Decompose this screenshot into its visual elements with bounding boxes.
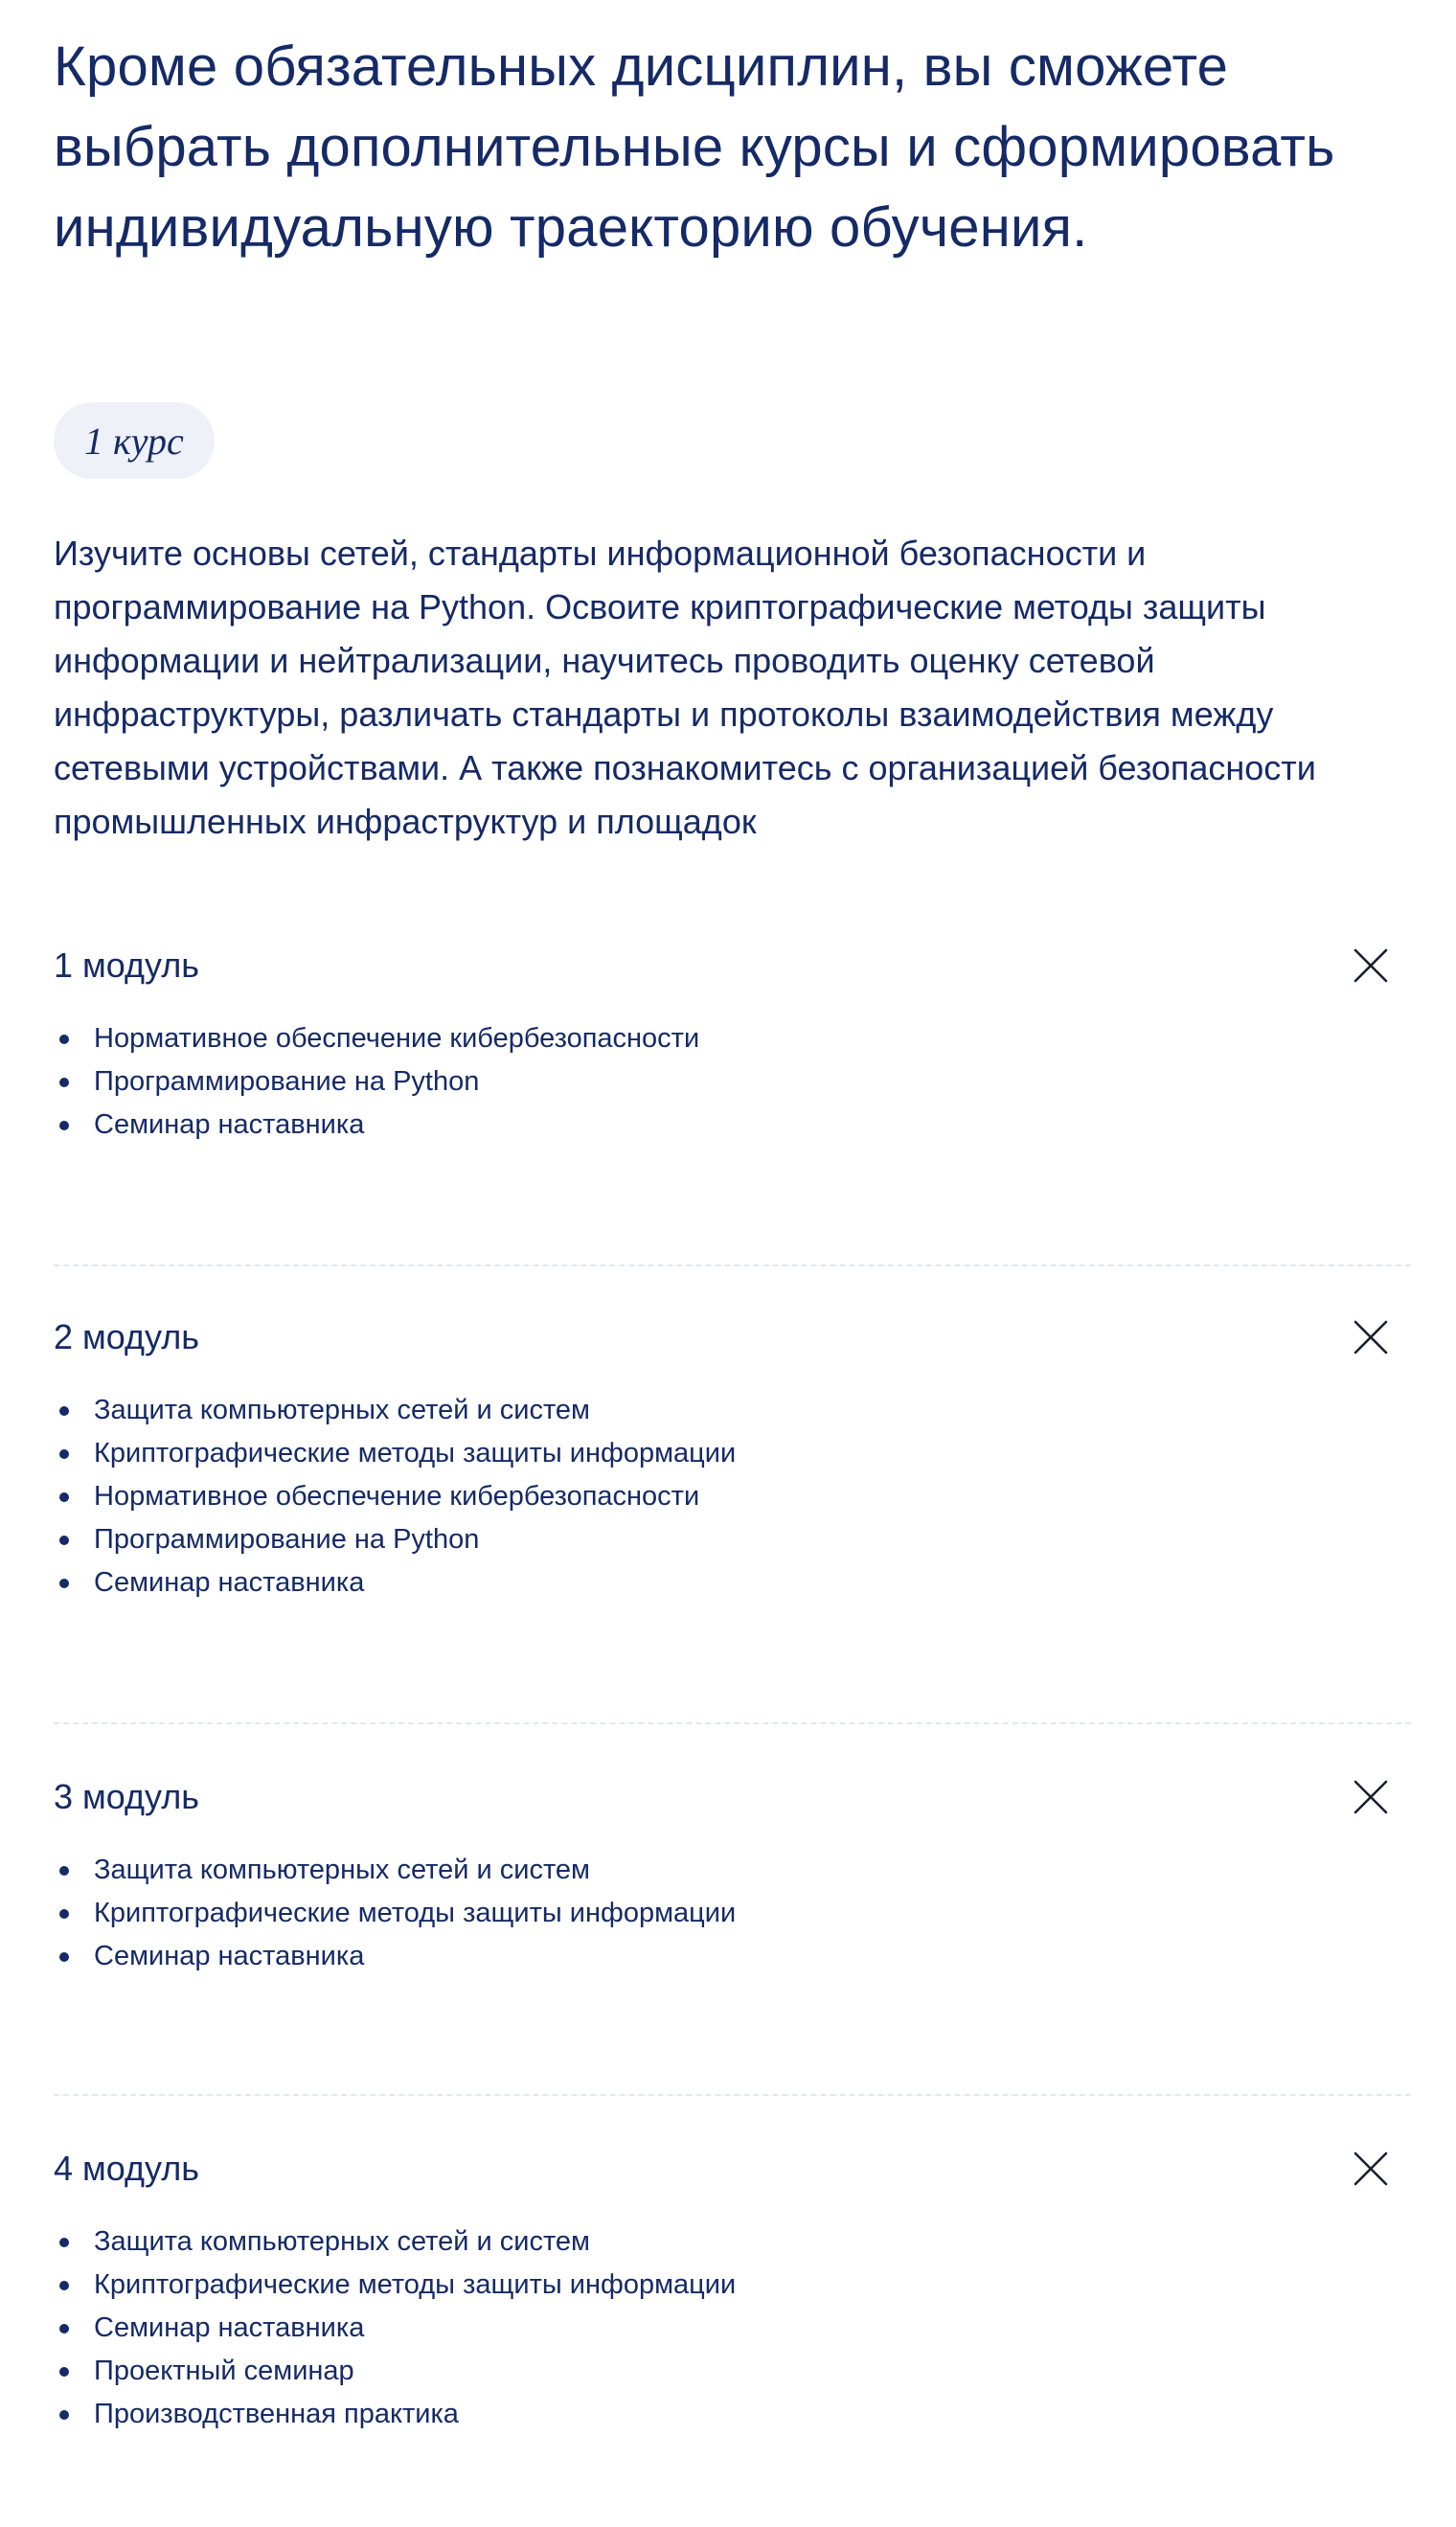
- course-description: Изучите основы сетей, стандарты информационной безопасности и программирование на Python. Освоите криптографические методы защиты информации и нейтрализации, научитесь проводить оценку сетевой инфраструктуры, различать стандарты и протоколы взаимодействия между сетевыми устройствами. А также познакомитесь с организацией безопасности промышленных инфраструктур и площадок: [54, 534, 1316, 841]
- list-item: [54, 1017, 1411, 1060]
- list-item-label: Защита компьютерных сетей и систем: [94, 1855, 590, 1885]
- bullet-icon: [59, 1536, 69, 1545]
- module-4: [54, 2134, 1411, 2436]
- module-item-list: [54, 2220, 1411, 2436]
- bullet-icon: [59, 1492, 69, 1502]
- close-icon[interactable]: [1350, 1316, 1392, 1358]
- list-item: [54, 2264, 1411, 2307]
- module-item-list: [54, 1017, 1411, 1147]
- close-icon[interactable]: [1350, 2148, 1392, 2190]
- list-item-label: Семинар наставника: [94, 1109, 365, 1140]
- divider: [54, 1264, 1411, 1266]
- bullet-icon: [59, 1406, 69, 1416]
- list-item-label: Защита компьютерных сетей и систем: [94, 2226, 590, 2257]
- list-item: [54, 2393, 1411, 2436]
- list-item: [54, 1432, 1411, 1475]
- list-item-label: Семинар наставника: [94, 1941, 365, 1971]
- list-item-label: Криптографические методы защиты информации: [94, 1438, 737, 1468]
- module-title: 3 модуль: [54, 1777, 199, 1816]
- divider: [54, 2094, 1411, 2096]
- list-item: [54, 2220, 1411, 2264]
- course-badge: [54, 402, 215, 479]
- course-badge-label: 1 курс: [84, 419, 184, 463]
- module-1: [54, 931, 1411, 1147]
- list-item: [54, 1892, 1411, 1935]
- list-item-label: Нормативное обеспечение кибербезопасности: [94, 1023, 700, 1054]
- bullet-icon: [59, 2324, 69, 2333]
- list-item-label: Производственная практика: [94, 2399, 459, 2429]
- bullet-icon: [59, 1952, 69, 1962]
- bullet-icon: [59, 1579, 69, 1588]
- intro-heading: Кроме обязательных дисциплин, вы сможете выбрать дополнительные курсы и сформировать индивидуальную траекторию обучения.: [54, 35, 1335, 259]
- bullet-icon: [59, 2410, 69, 2420]
- list-item-label: Семинар наставника: [94, 2312, 365, 2343]
- bullet-icon: [59, 2367, 69, 2377]
- list-item: [54, 1475, 1411, 1518]
- list-item: [54, 1060, 1411, 1104]
- list-item-label: Проектный семинар: [94, 2356, 354, 2386]
- divider: [54, 1722, 1411, 1724]
- module-header[interactable]: [54, 1763, 1411, 1832]
- list-item-label: Нормативное обеспечение кибербезопасности: [94, 1481, 700, 1512]
- list-item: [54, 1518, 1411, 1561]
- bullet-icon: [59, 1035, 69, 1044]
- list-item-label: Защита компьютерных сетей и систем: [94, 1395, 590, 1425]
- bullet-icon: [59, 2238, 69, 2247]
- list-item: [54, 1561, 1411, 1605]
- bullet-icon: [59, 2281, 69, 2290]
- list-item: [54, 2307, 1411, 2350]
- module-title: 1 модуль: [54, 945, 199, 985]
- module-item-list: [54, 1849, 1411, 1978]
- module-3: [54, 1763, 1411, 1978]
- bullet-icon: [59, 1866, 69, 1876]
- list-item-label: Криптографические методы защиты информации: [94, 1898, 737, 1928]
- module-title: 4 модуль: [54, 2149, 199, 2188]
- bullet-icon: [59, 1909, 69, 1919]
- close-icon[interactable]: [1350, 945, 1392, 987]
- list-item: [54, 2350, 1411, 2393]
- module-header[interactable]: [54, 2134, 1411, 2203]
- module-title: 2 модуль: [54, 1317, 199, 1356]
- list-item: [54, 1935, 1411, 1978]
- module-header[interactable]: [54, 1303, 1411, 1372]
- list-item-label: Программирование на Python: [94, 1524, 480, 1555]
- list-item-label: Программирование на Python: [94, 1066, 480, 1097]
- module-2: [54, 1303, 1411, 1605]
- list-item-label: Криптографические методы защиты информации: [94, 2269, 737, 2300]
- bullet-icon: [59, 1121, 69, 1130]
- list-item: [54, 1849, 1411, 1892]
- bullet-icon: [59, 1078, 69, 1087]
- list-item: [54, 1389, 1411, 1432]
- module-header[interactable]: [54, 931, 1411, 1000]
- close-icon[interactable]: [1350, 1776, 1392, 1818]
- module-item-list: [54, 1389, 1411, 1605]
- list-item-label: Семинар наставника: [94, 1567, 365, 1598]
- list-item: [54, 1104, 1411, 1147]
- bullet-icon: [59, 1449, 69, 1459]
